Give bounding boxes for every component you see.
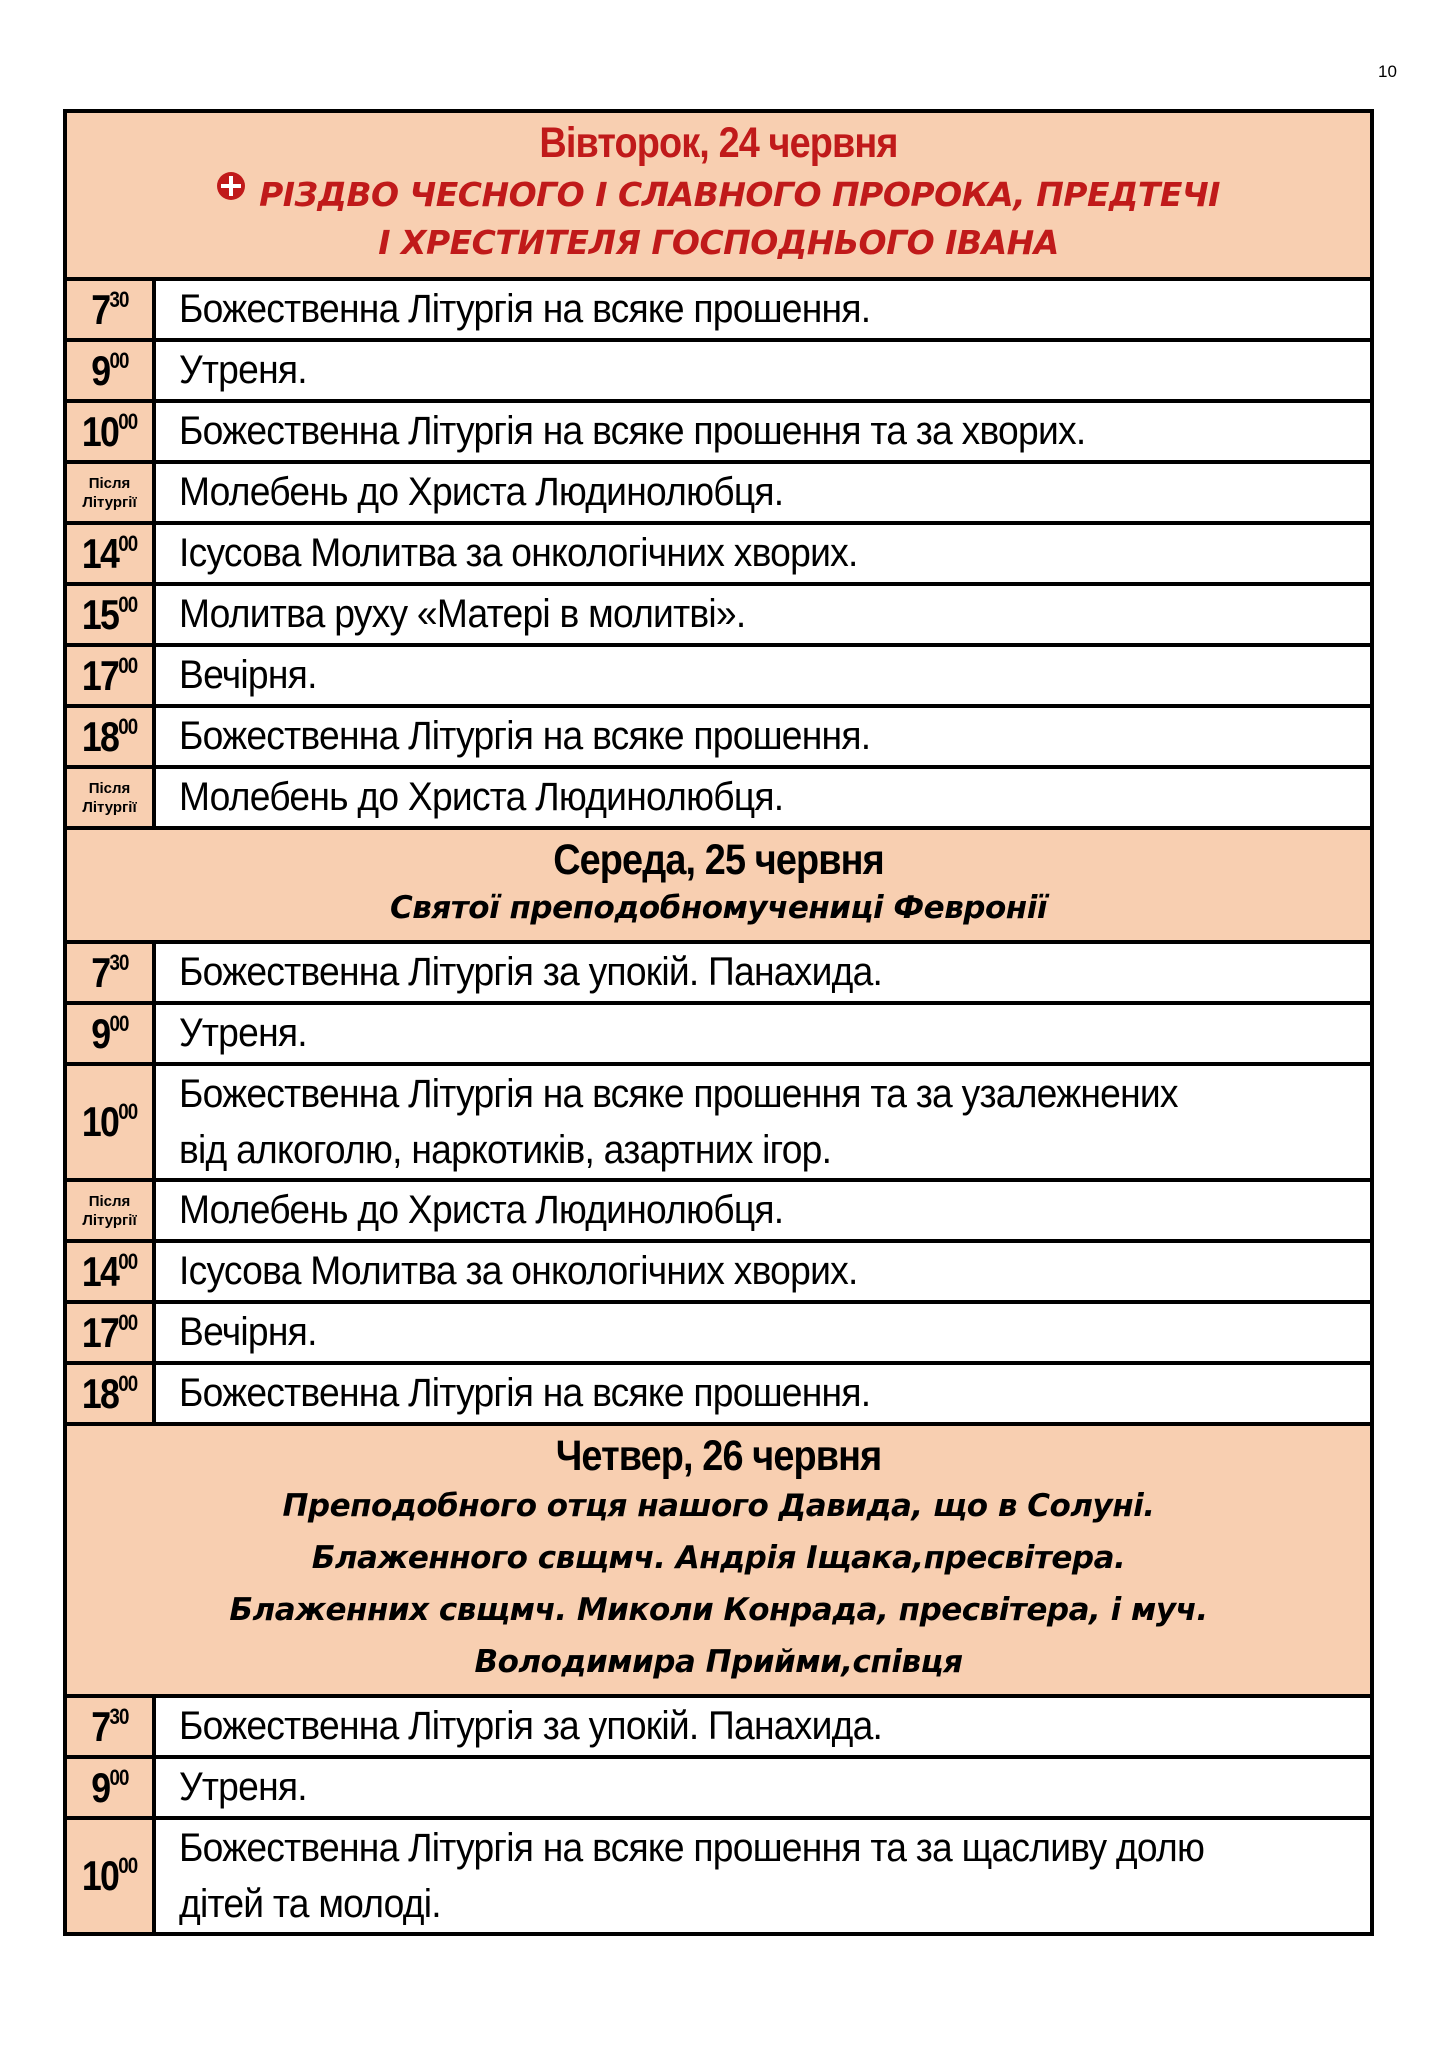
service-description: Утреня. bbox=[154, 340, 1372, 401]
service-description: Божественна Літургія на всяке прошення та за хворих. bbox=[154, 401, 1372, 462]
feast-line: Блаженних свщмч. Миколи Конрада, пресвітера, і муч. bbox=[229, 1592, 1208, 1628]
service-row bbox=[65, 1757, 1372, 1818]
day-title: Четвер, 26 червня bbox=[555, 1432, 882, 1480]
day-header bbox=[65, 828, 1372, 942]
service-row bbox=[65, 1064, 1372, 1180]
feast-line: Преподобного отця нашого Давида, що в Солуні. bbox=[282, 1488, 1155, 1524]
service-time-note: Після Літургії bbox=[65, 462, 154, 523]
service-description: Божественна Літургія на всяке прошення. bbox=[154, 706, 1372, 767]
service-row bbox=[65, 1818, 1372, 1934]
service-time: $17^{00}$ bbox=[65, 1302, 154, 1363]
service-row bbox=[65, 1180, 1372, 1241]
service-description: Утреня. bbox=[154, 1757, 1372, 1818]
service-description: Молебень до Христа Людинолюбця. bbox=[154, 462, 1372, 523]
service-row bbox=[65, 706, 1372, 767]
service-time: $9^{00}$ bbox=[65, 1757, 154, 1818]
service-description: Ісусова Молитва за онкологічних хворих. bbox=[154, 523, 1372, 584]
service-description: Вечірня. bbox=[154, 1302, 1372, 1363]
service-row bbox=[65, 584, 1372, 645]
service-row bbox=[65, 1302, 1372, 1363]
day-header bbox=[65, 111, 1372, 279]
service-time: $10^{00}$ bbox=[65, 1818, 154, 1934]
feast-line: Святої преподобномучениці Февронії bbox=[390, 890, 1047, 926]
service-row bbox=[65, 523, 1372, 584]
day-header-row bbox=[65, 1424, 1372, 1696]
day-title: Середа, 25 червня bbox=[553, 836, 884, 884]
service-time: $10^{00}$ bbox=[65, 1064, 154, 1180]
service-time: $14^{00}$ bbox=[65, 523, 154, 584]
service-row bbox=[65, 942, 1372, 1003]
service-description: Божественна Літургія на всяке прошення. bbox=[154, 279, 1372, 340]
service-time: $9^{00}$ bbox=[65, 1003, 154, 1064]
service-row bbox=[65, 767, 1372, 828]
schedule-table bbox=[63, 109, 1374, 1936]
service-description: Божественна Літургія за упокій. Панахида. bbox=[154, 1696, 1372, 1757]
service-description: Божественна Літургія на всяке прошення. bbox=[154, 1363, 1372, 1424]
feast-line: Володимира Прийми,співця bbox=[474, 1644, 963, 1680]
service-description: Божественна Літургія на всяке прошення та за узалежнених від алкоголю, наркотиків, азартних ігор. bbox=[154, 1064, 1372, 1180]
service-time: $17^{00}$ bbox=[65, 645, 154, 706]
day-header-row bbox=[65, 828, 1372, 942]
service-time: $18^{00}$ bbox=[65, 1363, 154, 1424]
day-title: Вівторок, 24 червня bbox=[539, 119, 898, 167]
service-description: Молебень до Христа Людинолюбця. bbox=[154, 1180, 1372, 1241]
day-header-row bbox=[65, 111, 1372, 279]
service-time: $7^{30}$ bbox=[65, 942, 154, 1003]
service-description: Божественна Літургія за упокій. Панахида. bbox=[154, 942, 1372, 1003]
service-row bbox=[65, 462, 1372, 523]
service-row bbox=[65, 1696, 1372, 1757]
service-row bbox=[65, 645, 1372, 706]
service-description: Молебень до Христа Людинолюбця. bbox=[154, 767, 1372, 828]
day-header bbox=[65, 1424, 1372, 1696]
page-number: 10 bbox=[1378, 62, 1397, 81]
service-description: Ісусова Молитва за онкологічних хворих. bbox=[154, 1241, 1372, 1302]
service-time-note: Після Літургії bbox=[65, 767, 154, 828]
service-row bbox=[65, 340, 1372, 401]
service-description: Вечірня. bbox=[154, 645, 1372, 706]
feast-line: Блаженного свщмч. Андрія Іщака,пресвітера. bbox=[311, 1540, 1126, 1576]
service-time-note: Після Літургії bbox=[65, 1180, 154, 1241]
service-time: $10^{00}$ bbox=[65, 401, 154, 462]
service-time: $9^{00}$ bbox=[65, 340, 154, 401]
service-time: $15^{00}$ bbox=[65, 584, 154, 645]
feast-line: І ХРЕСТИТЕЛЯ ГОСПОДНЬОГО ІВАНА bbox=[378, 223, 1059, 262]
cross-icon bbox=[217, 172, 245, 200]
service-row bbox=[65, 1363, 1372, 1424]
feast-line: РІЗДВО ЧЕСНОГО І СЛАВНОГО ПРОРОКА, ПРЕДТЕЧІ bbox=[67, 169, 1370, 221]
service-time: $7^{30}$ bbox=[65, 279, 154, 340]
service-row bbox=[65, 1241, 1372, 1302]
service-row bbox=[65, 279, 1372, 340]
service-time: $18^{00}$ bbox=[65, 706, 154, 767]
service-time: $14^{00}$ bbox=[65, 1241, 154, 1302]
service-description: Утреня. bbox=[154, 1003, 1372, 1064]
service-description: Молитва руху «Матері в молитві». bbox=[154, 584, 1372, 645]
service-row bbox=[65, 1003, 1372, 1064]
service-description: Божественна Літургія на всяке прошення та за щасливу долю дітей та молоді. bbox=[154, 1818, 1372, 1934]
service-row bbox=[65, 401, 1372, 462]
service-time: $7^{30}$ bbox=[65, 1696, 154, 1757]
